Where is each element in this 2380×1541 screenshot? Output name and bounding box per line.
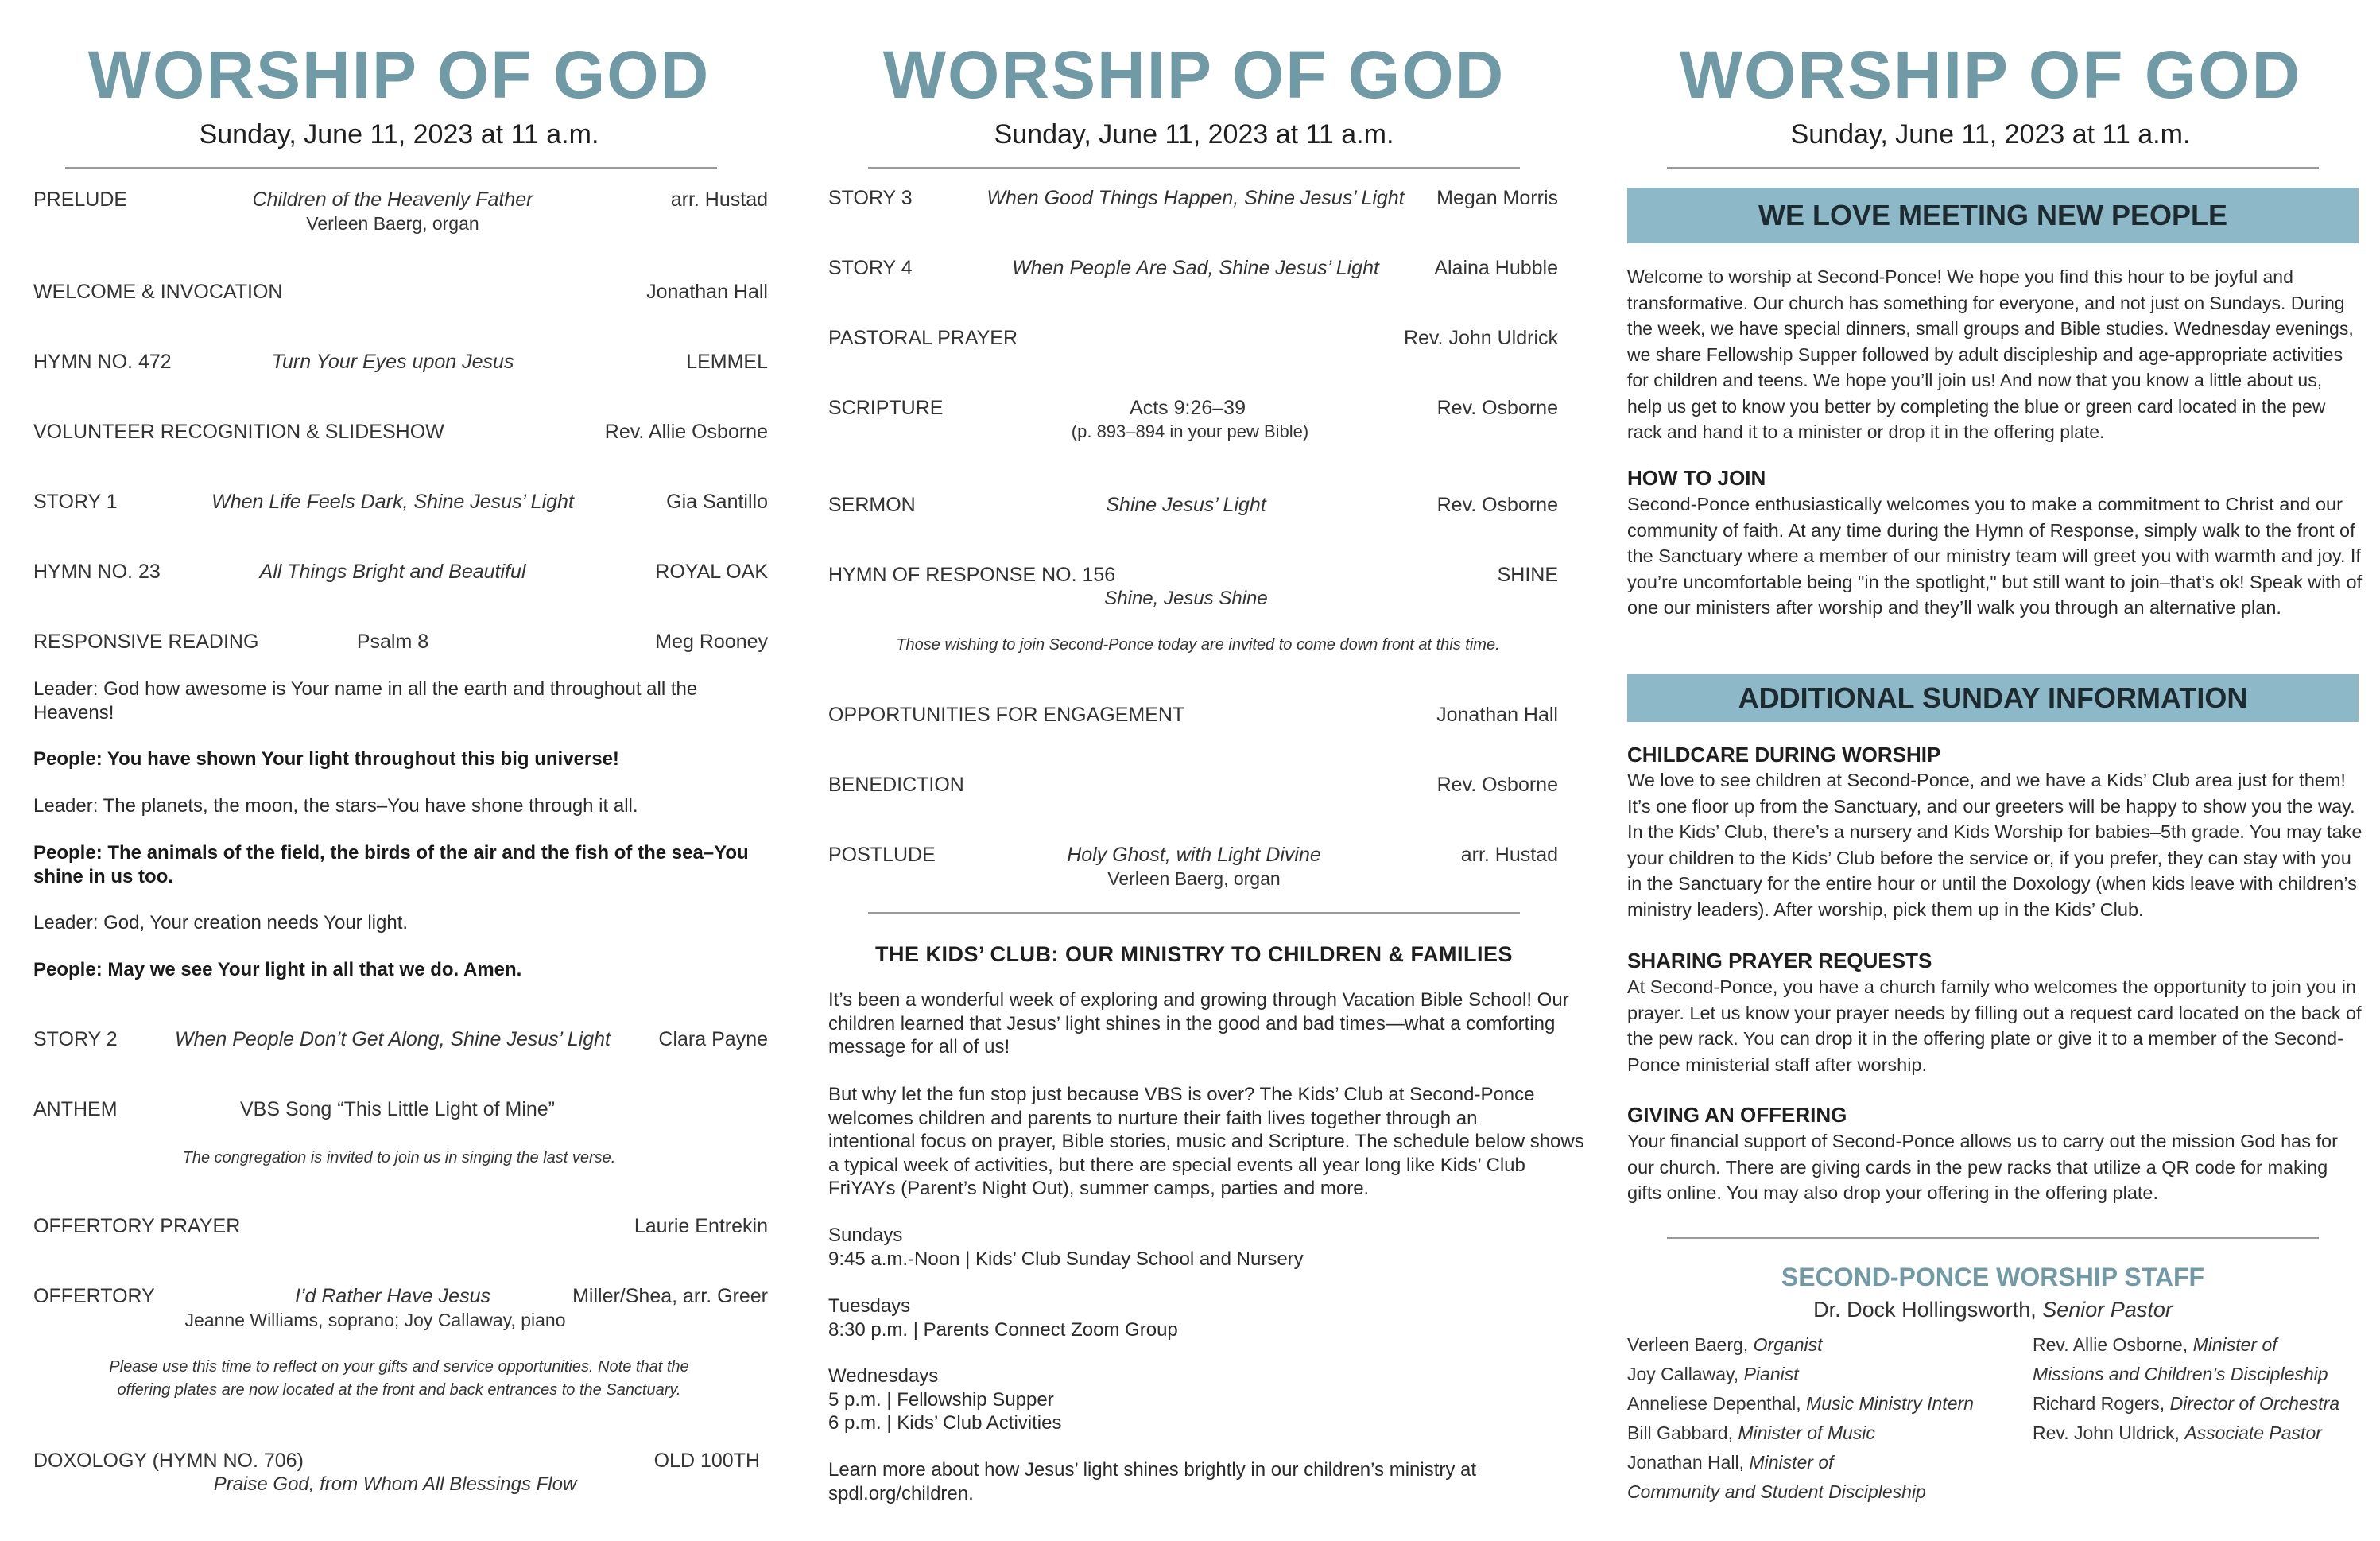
item-label: STORY 1 <box>33 491 118 513</box>
item-performer: Jeanne Williams, soprano; Joy Callaway, piano <box>184 1310 566 1330</box>
reading-leader-line: Leader: The planets, the moon, the stars–You have shone through it all. <box>33 795 638 817</box>
staff-member <box>1627 1477 1974 1507</box>
staff-role: Missions and Children’s Discipleship <box>2033 1364 2328 1384</box>
text-line: Learn more about how Jesus’ light shines brightly in our children’s ministry at <box>828 1459 1477 1481</box>
item-label: HYMN OF RESPONSE NO. 156 <box>828 564 1116 586</box>
staff-member <box>1627 1330 1974 1360</box>
staff-role: Minister of Music <box>1738 1423 1875 1443</box>
page-title: WORSHIP OF GOD <box>882 37 1506 112</box>
item-label: SERMON <box>828 494 916 516</box>
item-title: Psalm 8 <box>356 631 429 653</box>
item-leader: Rev. Osborne <box>1436 397 1558 419</box>
item-leader: Rev. Osborne <box>1436 774 1558 796</box>
schedule-entry: 6 p.m. | Kids’ Club Activities <box>828 1412 1062 1434</box>
senior-pastor <box>1627 1298 2359 1322</box>
childcare-heading: CHILDCARE DURING WORSHIP <box>1627 743 1941 767</box>
item-performer: Verleen Baerg, organ <box>1107 868 1281 889</box>
staff-name: Verleen Baerg, <box>1627 1334 1749 1355</box>
staff-member <box>2033 1330 2339 1360</box>
reading-people-line: People: May we see Your light in all that we do. Amen. <box>33 959 522 980</box>
staff-member <box>2033 1419 2339 1448</box>
item-title: Shine Jesus’ Light <box>1106 494 1266 516</box>
staff-role: Minister of <box>1749 1452 1834 1473</box>
header-divider <box>1667 167 2319 169</box>
kids-club-intro <box>828 988 1568 1059</box>
text-line: children learned that Jesus’ light shines in the good and bad times—what a comforting <box>828 1012 1556 1034</box>
item-label: STORY 4 <box>828 257 913 279</box>
staff-role: Pianist <box>1743 1364 1799 1384</box>
item-title: When People Are Sad, Shine Jesus’ Light <box>1012 257 1379 279</box>
giving-heading: GIVING AN OFFERING <box>1627 1103 1847 1127</box>
section-divider <box>868 912 1520 914</box>
page-title: WORSHIP OF GOD <box>1679 37 2302 112</box>
service-date: Sunday, June 11, 2023 at 11 a.m. <box>199 119 599 149</box>
reading-leader-line: Leader: God how awesome is Your name in all the earth and throughout all the Heavens! <box>33 678 698 724</box>
staff-member <box>1627 1448 1974 1477</box>
kids-club-heading: THE KIDS’ CLUB: OUR MINISTRY TO CHILDREN & FAMILIES <box>874 942 1514 966</box>
text-line: a typical week of activities, but there are special events all year long like Kids’ Club <box>828 1154 1525 1176</box>
additional-info-banner: ADDITIONAL SUNDAY INFORMATION <box>1627 674 2359 722</box>
prayer-requests-paragraph: At Second-Ponce, you have a church family who welcomes the opportunity to join you in prayer. Let us know your prayer needs by filling out a request card located on the back of the pew rack. You can drop it in the offering plate or give it to a member of the Second-Ponce ministerial staff after worship. <box>1627 976 2362 1075</box>
item-leader: Jonathan Hall <box>646 281 768 303</box>
item-title: Turn Your Eyes upon Jesus <box>271 351 514 373</box>
staff-member <box>1627 1360 1974 1389</box>
schedule-day: Wednesdays <box>828 1365 939 1387</box>
prayer-requests-heading: SHARING PRAYER REQUESTS <box>1627 949 1932 972</box>
reading-leader-line: Leader: God, Your creation needs Your light. <box>33 912 409 934</box>
schedule-sundays <box>828 1224 1568 1271</box>
item-leader: Gia Santillo <box>666 491 768 513</box>
text-line: message for all of us! <box>828 1036 1010 1058</box>
schedule-tuesdays <box>828 1295 1568 1341</box>
item-leader: arr. Hustad <box>1460 844 1558 866</box>
item-title: When Life Feels Dark, Shine Jesus’ Light <box>211 491 574 513</box>
staff-member <box>2033 1389 2339 1419</box>
staff-name: Rev. John Uldrick, <box>2033 1423 2180 1443</box>
text-line: intentional focus on prayer, Bible stories, music and Scripture. The schedule below shows <box>828 1131 1584 1152</box>
kids-club-link[interactable]: spdl.org/children. <box>828 1482 974 1504</box>
staff-member <box>1627 1389 1974 1419</box>
order-of-worship-panel-1 <box>33 0 768 1541</box>
staff-name: Jonathan Hall, <box>1627 1452 1745 1473</box>
offertory-note-line: Please use this time to reflect on your gifts and service opportunities. Note that the <box>109 1358 689 1376</box>
staff-role: Minister of <box>2192 1334 2277 1355</box>
service-date: Sunday, June 11, 2023 at 11 a.m. <box>1790 119 2191 149</box>
item-label: PRELUDE <box>33 188 128 211</box>
item-title: When Good Things Happen, Shine Jesus’ Light <box>986 187 1405 209</box>
staff-role: Community and Student Discipleship <box>1627 1481 1926 1502</box>
item-label: BENEDICTION <box>828 774 964 796</box>
item-performer: Verleen Baerg, organ <box>306 213 479 234</box>
item-leader: Clara Payne <box>658 1028 768 1050</box>
how-to-join-paragraph: Second-Ponce enthusiastically welcomes you to make a commitment to Christ and our community of faith. At any time during the Hymn of Response, simply walk to the front of the Sanctuary where a member of our ministry team will greet you with warmth and joy. If you’re uncomfortable being "in the spotlight," but still want to join–that’s ok! Speak with of one our ministers after worship and they’ll walk you through an alternative plan. <box>1627 494 2363 618</box>
information-panel <box>1627 0 2363 1541</box>
item-label: WELCOME & INVOCATION <box>33 281 283 303</box>
header-divider <box>868 167 1520 169</box>
staff-member <box>2033 1360 2339 1389</box>
item-leader: Rev. John Uldrick <box>1403 327 1558 349</box>
schedule-wednesdays <box>828 1364 1568 1435</box>
item-label: HYMN NO. 472 <box>33 351 172 373</box>
staff-heading: SECOND-PONCE WORSHIP STAFF <box>1781 1263 2205 1291</box>
staff-name: Joy Callaway, <box>1627 1364 1739 1384</box>
item-leader: Rev. Osborne <box>1436 494 1558 516</box>
item-subtitle: (p. 893–894 in your pew Bible) <box>1071 421 1309 441</box>
staff-role: Organist <box>1753 1334 1823 1355</box>
schedule-day: Tuesdays <box>828 1295 911 1317</box>
item-leader: arr. Hustad <box>670 188 768 211</box>
item-title: Acts 9:26–39 <box>1130 397 1246 419</box>
order-of-worship-panel-2 <box>828 0 1584 1541</box>
text-line: It’s been a wonderful week of exploring and growing through Vacation Bible School! Our <box>828 989 1569 1011</box>
giving-paragraph: Your financial support of Second-Ponce allows us to carry out the mission God has for our church. There are giving cards in the pew racks that utilize a QR code for making gifts online. You may also drop your offering in the offering plate. <box>1627 1131 2338 1203</box>
item-label: STORY 2 <box>33 1028 118 1050</box>
item-label: PASTORAL PRAYER <box>828 327 1018 349</box>
learn-more-text <box>828 1458 1568 1505</box>
item-label: OFFERTORY <box>33 1285 155 1307</box>
response-note: Those wishing to join Second-Ponce today are invited to come down front at this time. <box>896 636 1500 654</box>
item-leader: Miller/Shea, arr. Greer <box>572 1285 768 1307</box>
service-date: Sunday, June 11, 2023 at 11 a.m. <box>994 119 1394 149</box>
item-label: RESPONSIVE READING <box>33 631 259 653</box>
text-line: FriYAYs (Parent’s Night Out), summer camps, parties and more. <box>828 1178 1370 1199</box>
item-label: SCRIPTURE <box>828 397 944 419</box>
item-title: I’d Rather Have Jesus <box>295 1285 490 1307</box>
item-label: POSTLUDE <box>828 844 936 866</box>
item-label: OPPORTUNITIES FOR ENGAGEMENT <box>828 704 1185 726</box>
item-label: VOLUNTEER RECOGNITION & SLIDESHOW <box>33 421 444 443</box>
staff-member <box>1627 1419 1974 1448</box>
item-label: DOXOLOGY (HYMN NO. 706) <box>33 1450 304 1472</box>
anthem-note: The congregation is invited to join us in singing the last verse. <box>182 1149 616 1166</box>
page-title: WORSHIP OF GOD <box>87 37 711 112</box>
item-title: When People Don’t Get Along, Shine Jesus’ Light <box>174 1028 611 1050</box>
staff-role: Music Ministry Intern <box>1806 1393 1974 1414</box>
item-title: Children of the Heavenly Father <box>252 188 533 211</box>
item-label: STORY 3 <box>828 187 913 209</box>
item-title: All Things Bright and Beautiful <box>259 561 526 583</box>
new-people-banner: WE LOVE MEETING NEW PEOPLE <box>1627 188 2359 243</box>
item-tune: OLD 100TH <box>653 1450 760 1472</box>
welcome-paragraph: Welcome to worship at Second-Ponce! We hope you find this hour to be joyful and transformative. Our church has something for everyone, and not just on Sundays. During the week, we have special dinners, small groups and Bible studies. Wednesday evenings, we share Fellowship Supper followed by adult discipleship and age-appropriate activities for children and teens. We hope you’ll join us! And now that you know a little about us, help us get to know you better by completing the blue or green card located in the pew rack and hand it to a minister or drop it in the offering plate. <box>1627 266 2354 442</box>
staff-name: Rev. Allie Osborne, <box>2033 1334 2188 1355</box>
staff-list-left <box>1627 1330 1974 1507</box>
staff-name: Dr. Dock Hollingsworth, <box>1813 1298 2037 1322</box>
item-tune: SHINE <box>1497 564 1558 586</box>
staff-role: Senior Pastor <box>2042 1298 2173 1322</box>
schedule-entry: 5 p.m. | Fellowship Supper <box>828 1388 1054 1411</box>
item-leader: Megan Morris <box>1436 187 1558 209</box>
item-leader: Meg Rooney <box>655 631 768 653</box>
item-title: VBS Song “This Little Light of Mine” <box>239 1098 556 1120</box>
item-label: HYMN NO. 23 <box>33 561 161 583</box>
reading-people-line: People: You have shown Your light throughout this big universe! <box>33 748 619 770</box>
offertory-note-line: offering plates are now located at the front and back entrances to the Sanctuary. <box>117 1381 681 1399</box>
text-line: welcomes children and parents to nurture their faith lives together through an <box>828 1107 1478 1129</box>
schedule-entry: 9:45 a.m.-Noon | Kids’ Club Sunday School and Nursery <box>828 1248 1304 1270</box>
item-leader: Jonathan Hall <box>1436 704 1558 726</box>
item-tune: LEMMEL <box>686 351 768 373</box>
staff-list-right <box>2033 1330 2339 1448</box>
how-to-join-heading: HOW TO JOIN <box>1627 466 1766 490</box>
item-leader: Laurie Entrekin <box>634 1215 768 1237</box>
item-tune: ROYAL OAK <box>655 561 768 583</box>
item-subtitle: Shine, Jesus Shine <box>1104 588 1268 609</box>
schedule-entry: 8:30 p.m. | Parents Connect Zoom Group <box>828 1318 1178 1341</box>
header-divider <box>65 167 717 169</box>
reading-people-line: People: The animals of the field, the birds of the air and the fish of the sea–You shine in us too. <box>33 842 749 887</box>
item-subtitle: Praise God, from Whom All Blessings Flow <box>213 1473 577 1495</box>
item-leader: Rev. Allie Osborne <box>604 421 768 443</box>
staff-name: Richard Rogers, <box>2033 1393 2165 1414</box>
childcare-paragraph: We love to see children at Second-Ponce, and we have a Kids’ Club area just for them! It’s one floor up from the Sanctuary, and our greeters will be happy to show you the way. In the Kids’ Club, there’s a nursery and Kids Worship for babies–5th grade. You may take your children to the Kids’ Club before the service or, if you prefer, they can stay with you in the Sanctuary for the entire hour or until the Doxology (when kids leave with children’s ministry leaders). After worship, pick them up in the Kids’ Club. <box>1627 770 2363 920</box>
text-line: But why let the fun stop just because VBS is over? The Kids’ Club at Second-Ponce <box>828 1084 1535 1105</box>
item-leader: Alaina Hubble <box>1434 257 1558 279</box>
staff-role: Director of Orchestra <box>2169 1393 2340 1414</box>
staff-name: Bill Gabbard, <box>1627 1423 1733 1443</box>
staff-role: Associate Pastor <box>2184 1423 2322 1443</box>
kids-club-description <box>828 1083 1584 1201</box>
section-divider <box>1667 1237 2319 1239</box>
item-label: OFFERTORY PRAYER <box>33 1215 241 1237</box>
staff-name: Anneliese Depenthal, <box>1627 1393 1801 1414</box>
item-label: ANTHEM <box>33 1098 118 1120</box>
item-title: Holy Ghost, with Light Divine <box>1067 844 1321 866</box>
schedule-day: Sundays <box>828 1225 903 1246</box>
